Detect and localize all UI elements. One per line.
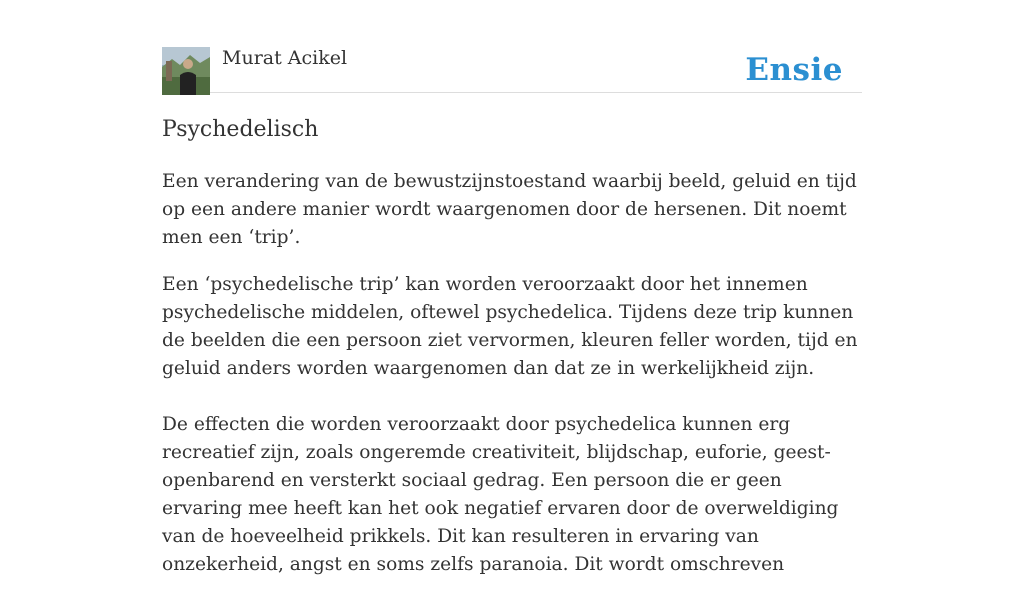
article-body [162,168,867,598]
avatar-photo [162,47,210,95]
author-name[interactable]: Murat Acikel [222,47,348,69]
avatar[interactable] [162,47,210,95]
header [162,46,862,93]
brand-logo[interactable]: Ensie [745,52,843,88]
paragraph: Een verandering van de bewustzijnstoestand waarbij beeld, geluid en tijd op een andere manier wordt waargenomen door de hersenen. Dit noemt men een ‘trip’. [162,171,857,248]
article-title: Psychedelisch [162,117,319,142]
paragraph: Een ‘psychedelische trip’ kan worden veroorzaakt door het innemen psychedelische middelen, oftewel psychedelica. Tijdens deze trip kunnen de beelden die een persoon ziet vervormen, kleuren feller worden, tijd en geluid anders worden waargenomen dan dat ze in werkelijkheid zijn. De effecten die worden veroorzaakt door psychedelica kunnen erg recreatief zijn, zoals ongeremde creativiteit, blijdschap, euforie, geest-openbarend en versterkt sociaal gedrag. Een persoon die er geen ervaring mee heeft kan het ook negatief ervaren door de overweldiging van de hoeveelheid prikkels. Dit kan resulteren in ervaring van onzekerheid, angst en soms zelfs paranoia. Dit wordt omschreven [162,274,858,575]
